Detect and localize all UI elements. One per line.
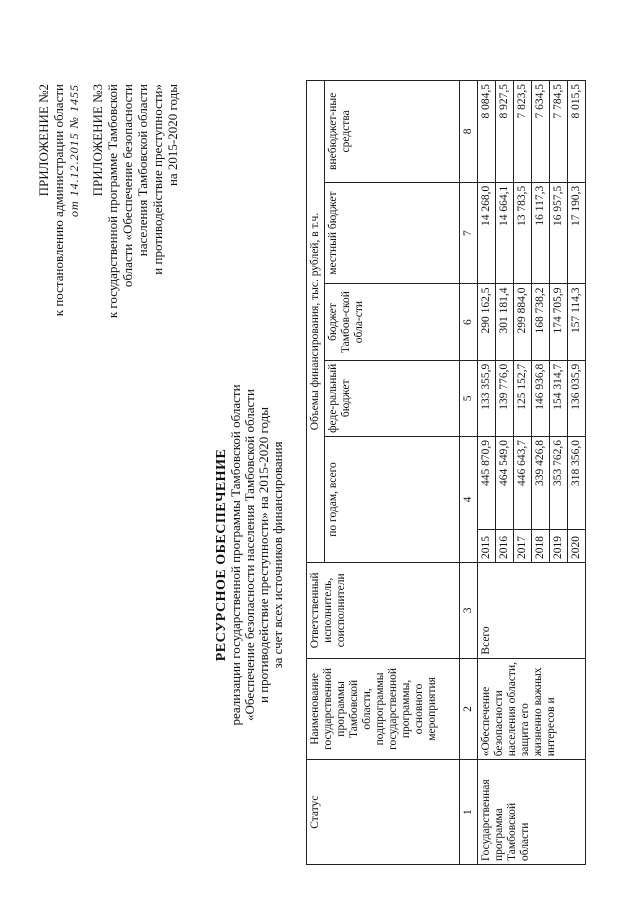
total-cell: 445 870,9: [478, 436, 496, 530]
header-volumes: Объемы финансирования, тыс. рублей, в т.ч.: [307, 81, 325, 563]
column-number: 2: [460, 658, 478, 760]
title-line: за счет всех источников финансирования: [270, 441, 285, 669]
regional-cell: 168 738,2: [532, 284, 550, 360]
header-local: местный бюджет: [325, 182, 460, 284]
header-executor: Ответственный исполнитель, соисполнители: [307, 563, 460, 659]
local-cell: 16 957,5: [550, 182, 568, 284]
header-name: Наименование государственной программы Тамбовской области, подпрограммы государственной программы, основного мероприятия: [307, 658, 460, 760]
header-extrabudget: внебюджет-ные средства: [325, 81, 460, 183]
total-cell: 353 762,6: [550, 436, 568, 530]
extrabudget-cell: 8 015,5: [568, 81, 586, 183]
extrabudget-cell: 8 927,5: [496, 81, 514, 183]
appendix-3-line: к государственной программе Тамбовской: [105, 84, 120, 319]
federal-cell: 139 776,0: [496, 360, 514, 436]
federal-cell: 146 936,8: [532, 360, 550, 436]
year-cell: 2018: [532, 530, 550, 563]
appendix-3-line: населения Тамбовской области: [135, 84, 150, 257]
federal-cell: 154 314,7: [550, 360, 568, 436]
column-number: 1: [460, 760, 478, 865]
header-total: по годам, всего: [325, 436, 460, 562]
regional-cell: 174 705,9: [550, 284, 568, 360]
federal-cell: 133 355,9: [478, 360, 496, 436]
total-cell: 339 426,8: [532, 436, 550, 530]
appendix-2-line: к постановлению администрации области от 14.12.2015 № 1455: [51, 84, 81, 317]
title-line: реализации государственной программы Тамбовской области: [228, 384, 243, 726]
column-number: 3: [460, 563, 478, 659]
local-cell: 17 190,3: [568, 182, 586, 284]
extrabudget-cell: 7 823,5: [514, 81, 532, 183]
extrabudget-cell: 7 634,5: [532, 81, 550, 183]
year-cell: 2016: [496, 530, 514, 563]
appendix-3-title: ПРИЛОЖЕНИЕ №3: [90, 84, 105, 197]
executor-cell: Всего: [478, 563, 586, 659]
regional-cell: 290 162,5: [478, 284, 496, 360]
local-cell: 13 783,5: [514, 182, 532, 284]
federal-cell: 125 152,7: [514, 360, 532, 436]
resource-table: [306, 80, 586, 865]
year-cell: 2015: [478, 530, 496, 563]
appendix-3-line: и противодействие преступности»: [150, 84, 165, 275]
extrabudget-cell: 8 084,5: [478, 81, 496, 183]
regional-cell: 299 884,0: [514, 284, 532, 360]
regional-cell: 301 181,4: [496, 284, 514, 360]
program-name-cell: «Обеспечение безопасности населения области, защита его жизненно важных интересов и: [478, 658, 586, 760]
year-cell: 2020: [568, 530, 586, 563]
header-status: Статус: [307, 760, 460, 865]
local-cell: 14 664,1: [496, 182, 514, 284]
handwritten-date-number: от 14.12.2015 № 1455: [67, 84, 81, 217]
status-cell: Государственная программа Тамбовской области: [478, 760, 586, 865]
header-row: [307, 81, 325, 865]
appendix-3-header: [90, 84, 180, 318]
column-number-row: [460, 81, 478, 865]
extrabudget-cell: 7 784,5: [550, 81, 568, 183]
header-regional: бюджет Тамбов-ской обла-сти: [325, 284, 460, 360]
title-line: «Обеспечение безопасности населения Тамбовской области: [242, 389, 257, 721]
year-cell: 2017: [514, 530, 532, 563]
table-row: [478, 81, 496, 865]
year-cell: 2019: [550, 530, 568, 563]
appendix-2-header: [36, 84, 82, 316]
column-number: 7: [460, 182, 478, 284]
appendix-2-title: ПРИЛОЖЕНИЕ №2: [36, 84, 51, 197]
total-cell: 318 356,0: [568, 436, 586, 530]
appendix-3-line: области «Обеспечение безопасности: [120, 84, 135, 288]
total-cell: 464 549,0: [496, 436, 514, 530]
title-main: РЕСУРСНОЕ ОБЕСПЕЧЕНИЕ: [214, 448, 229, 662]
column-number: 6: [460, 284, 478, 360]
column-number: 4: [460, 436, 478, 562]
column-number: 5: [460, 360, 478, 436]
column-number: 8: [460, 81, 478, 183]
total-cell: 446 643,7: [514, 436, 532, 530]
regional-cell: 157 114,3: [568, 284, 586, 360]
federal-cell: 136 035,9: [568, 360, 586, 436]
header-federal: феде-ральный бюджет: [325, 360, 460, 436]
appendix-3-line: на 2015-2020 годы: [165, 84, 180, 187]
title-line: и противодействие преступности» на 2015-2020 годы: [256, 407, 271, 703]
local-cell: 14 268,0: [478, 182, 496, 284]
document-title: [215, 355, 285, 755]
local-cell: 16 117,3: [532, 182, 550, 284]
